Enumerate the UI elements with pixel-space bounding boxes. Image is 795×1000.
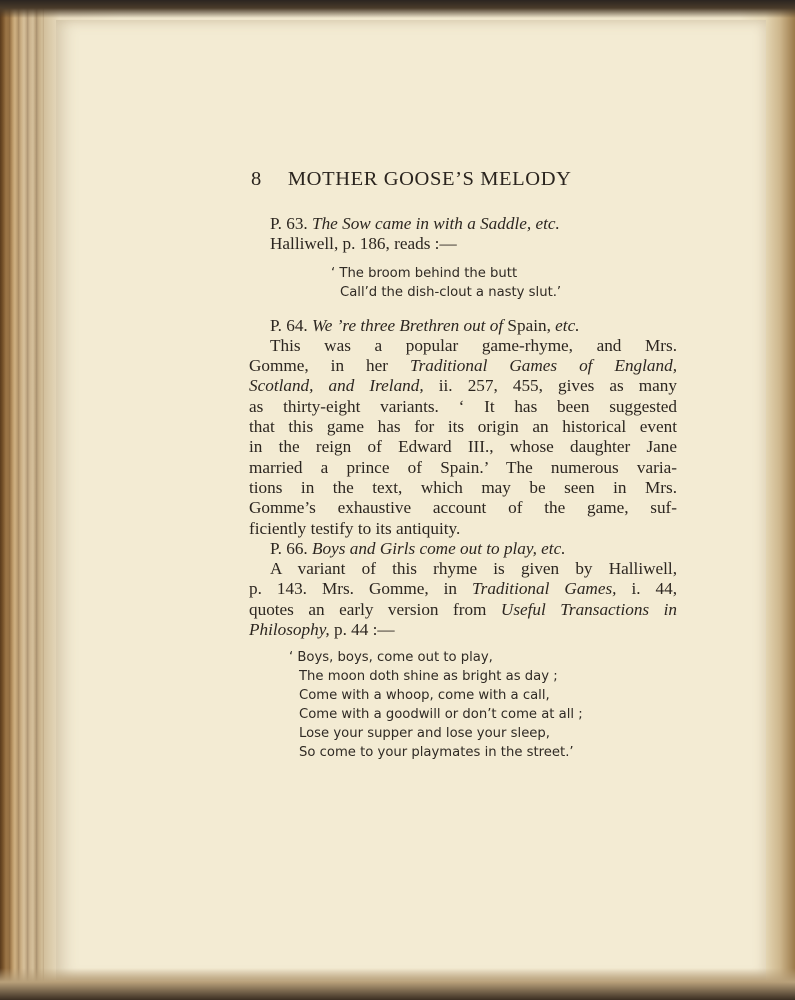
running-header [251, 168, 651, 191]
text-span: Gomme, in her [249, 356, 410, 376]
note-title-etc: etc. [555, 315, 580, 335]
note-p64 [249, 316, 677, 336]
note-ref: P. 64. [270, 315, 308, 335]
verse-line: The moon doth shine as bright as day ; [299, 669, 558, 685]
text-span: i. 44, [616, 579, 678, 599]
verse-line: ‘ The broom behind the butt [331, 265, 518, 281]
note-p63 [249, 214, 677, 234]
text-line: married a prince of Spain.’ The numerous varia- [249, 457, 677, 477]
text-line: A variant of this rhyme is given by Halliwell, [270, 559, 677, 579]
text-line: This was a popular game-rhyme, and Mrs. [270, 335, 677, 355]
text-line [249, 600, 677, 620]
book-bottom-edge [0, 968, 795, 1000]
text-line: as thirty-eight variants. ‘ It has been suggested [249, 396, 677, 416]
note-p63-source: Halliwell, p. 186, reads :— [270, 234, 457, 254]
book-title: Traditional Games, [472, 579, 617, 599]
book-title: Useful Transactions in [500, 599, 677, 619]
note-title: We ’re three Brethren out of [312, 315, 504, 335]
text-span: p. 44 :— [329, 620, 395, 640]
text-line [249, 579, 677, 599]
book-binding-edge [0, 0, 44, 1000]
verse-line: ‘ Boys, boys, come out to play, [289, 650, 493, 666]
text-span: p. 143. Mrs. Gomme, in [249, 579, 473, 599]
paragraph-variant [249, 559, 677, 640]
text-line [249, 620, 677, 640]
note-title: The Sow came in with a Saddle, etc. [312, 214, 560, 233]
text-line [249, 356, 677, 376]
text-line: that this game has for its origin an historical event [249, 417, 677, 437]
page-number: 8 [251, 168, 262, 190]
verse-line: Call’d the dish-clout a nasty slut.’ [340, 284, 562, 300]
verse-line: Lose your supper and lose your sleep, [299, 726, 550, 742]
note-ref: P. 66. [270, 538, 308, 558]
note-title: Boys and Girls come out to play, etc. [312, 538, 566, 558]
verse-line: Come with a whoop, come with a call, [299, 688, 550, 704]
note-ref: P. 63. [270, 214, 308, 233]
book-top-edge [0, 0, 795, 18]
verse-line: Come with a goodwill or don’t come at all ; [299, 707, 583, 723]
text-line: tions in the text, which may be seen in Mrs. [249, 477, 677, 497]
verse-boys-and-girls [289, 648, 677, 762]
text-line: in the reign of Edward III., whose daughter Jane [249, 437, 677, 457]
text-span: ii. 257, 455, gives as many [423, 376, 677, 396]
book-title: Traditional Games of England, [409, 356, 677, 376]
note-title-roman: Spain, [503, 315, 556, 335]
text-span: quotes an early version from [249, 599, 501, 619]
note-p66 [249, 539, 677, 559]
verse-line: So come to your playmates in the street.’ [299, 745, 574, 761]
page-body [249, 214, 677, 762]
text-line: ficiently testify to its antiquity. [249, 518, 461, 538]
book-title: Scotland, and Ireland, [249, 376, 424, 396]
paragraph-game-rhyme [249, 336, 677, 539]
text-line: Gomme’s exhaustive account of the game, suf- [249, 498, 677, 518]
text-line [249, 376, 677, 396]
book-title: Philosophy, [249, 620, 330, 640]
verse-broom [331, 264, 677, 302]
running-title: MOTHER GOOSE’S MELODY [287, 168, 572, 190]
